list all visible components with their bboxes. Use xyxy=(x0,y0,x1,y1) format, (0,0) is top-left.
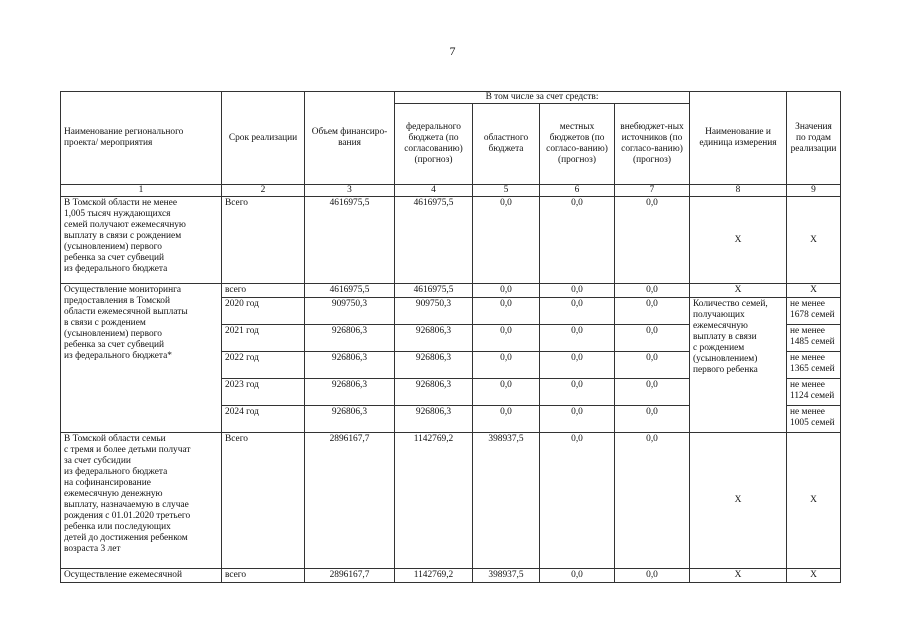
extra-cell: 0,0 xyxy=(615,284,690,298)
volume-cell: 926806,3 xyxy=(305,379,395,406)
volume-cell: 2896167,7 xyxy=(305,569,395,583)
values-cell: не менее 1365 семей xyxy=(787,352,841,379)
values-cell: не менее 1124 семей xyxy=(787,379,841,406)
values-cell: Х xyxy=(787,284,841,298)
local-cell: 0,0 xyxy=(540,284,615,298)
term-cell: 2020 год xyxy=(222,298,305,325)
extra-cell: 0,0 xyxy=(615,569,690,583)
federal-cell: 4616975,5 xyxy=(395,284,473,298)
header-term: Срок реализации xyxy=(222,92,305,185)
column-number: 6 xyxy=(540,185,615,197)
federal-cell: 909750,3 xyxy=(395,298,473,325)
regional-cell: 398937,5 xyxy=(473,433,540,569)
term-cell: Всего xyxy=(222,197,305,284)
header-extra: внебюджет-ных источников (по согласо-ванию) (прогноз) xyxy=(615,104,690,185)
term-cell: 2021 год xyxy=(222,325,305,352)
local-cell: 0,0 xyxy=(540,406,615,433)
header-federal: федерального бюджета (по согласованию) (прогноз) xyxy=(395,104,473,185)
federal-cell: 4616975,5 xyxy=(395,197,473,284)
column-number: 8 xyxy=(690,185,787,197)
column-number: 5 xyxy=(473,185,540,197)
table-row xyxy=(61,569,841,583)
extra-cell: 0,0 xyxy=(615,406,690,433)
federal-cell: 926806,3 xyxy=(395,406,473,433)
extra-cell: 0,0 xyxy=(615,352,690,379)
column-number: 4 xyxy=(395,185,473,197)
volume-cell: 926806,3 xyxy=(305,325,395,352)
column-number: 7 xyxy=(615,185,690,197)
term-cell: всего xyxy=(222,569,305,583)
project-name: Осуществление ежемесячной xyxy=(61,569,222,583)
local-cell: 0,0 xyxy=(540,569,615,583)
indicator-cell: Х xyxy=(690,284,787,298)
values-cell: не менее 1005 семей xyxy=(787,406,841,433)
project-name: В Томской области семьи с тремя и более детьми получат за счет субсидии из федерального бюджета на софинансирование ежемесячную денежную выплату, назначаемую в случае рождения с 01.01.2020 третьего ребенка или последующих детей до достижения ребенком возраста 3 лет xyxy=(61,433,222,569)
budget-table xyxy=(60,91,840,583)
header-funds-group: В том числе за счет средств: xyxy=(395,92,690,104)
extra-cell: 0,0 xyxy=(615,379,690,406)
table-row xyxy=(61,433,841,569)
header-row-1 xyxy=(61,92,841,104)
project-name: В Томской области не менее 1,005 тысяч нуждающихся семей получают ежемесячную выплату в связи с рождением (усыновлением) первого ребенка за счет субвеций из федерального бюджета xyxy=(61,197,222,284)
values-cell: не менее 1678 семей xyxy=(787,298,841,325)
term-cell: Всего xyxy=(222,433,305,569)
indicator-cell: Х xyxy=(690,433,787,569)
indicator-cell: Х xyxy=(690,197,787,284)
header-name: Наименование регионального проекта/ мероприятия xyxy=(61,92,222,185)
volume-cell: 926806,3 xyxy=(305,406,395,433)
local-cell: 0,0 xyxy=(540,197,615,284)
extra-cell: 0,0 xyxy=(615,298,690,325)
header-volume: Объем финансиро-вания xyxy=(305,92,395,185)
header-local: местных бюджетов (по согласо-ванию) (прогноз) xyxy=(540,104,615,185)
values-cell: Х xyxy=(787,569,841,583)
indicator-cell: Количество семей, получающих ежемесячную выплату в связи с рождением (усыновлением) первого ребенка xyxy=(690,298,787,433)
values-cell: не менее 1485 семей xyxy=(787,325,841,352)
federal-cell: 926806,3 xyxy=(395,325,473,352)
regional-cell: 0,0 xyxy=(473,197,540,284)
regional-cell: 398937,5 xyxy=(473,569,540,583)
header-regional: областного бюджета xyxy=(473,104,540,185)
volume-cell: 4616975,5 xyxy=(305,197,395,284)
federal-cell: 1142769,2 xyxy=(395,569,473,583)
regional-cell: 0,0 xyxy=(473,379,540,406)
volume-cell: 4616975,5 xyxy=(305,284,395,298)
regional-cell: 0,0 xyxy=(473,298,540,325)
volume-cell: 926806,3 xyxy=(305,352,395,379)
header-values: Значения по годам реализации xyxy=(787,92,841,185)
volume-cell: 2896167,7 xyxy=(305,433,395,569)
column-number: 1 xyxy=(61,185,222,197)
regional-cell: 0,0 xyxy=(473,352,540,379)
page-number: 7 xyxy=(449,44,456,58)
regional-cell: 0,0 xyxy=(473,284,540,298)
local-cell: 0,0 xyxy=(540,379,615,406)
extra-cell: 0,0 xyxy=(615,433,690,569)
term-cell: 2022 год xyxy=(222,352,305,379)
federal-cell: 926806,3 xyxy=(395,379,473,406)
table-row xyxy=(61,197,841,284)
volume-cell: 909750,3 xyxy=(305,298,395,325)
term-cell: 2023 год xyxy=(222,379,305,406)
values-cell: Х xyxy=(787,433,841,569)
column-number: 3 xyxy=(305,185,395,197)
extra-cell: 0,0 xyxy=(615,325,690,352)
project-name: Осуществление мониторинга предоставления в Томской области ежемесячной выплаты в связи с рождением (усыновлением) первого ребенка за счет субвеций из федерального бюджета* xyxy=(61,284,222,433)
column-number: 2 xyxy=(222,185,305,197)
extra-cell: 0,0 xyxy=(615,197,690,284)
table-row xyxy=(61,284,841,298)
local-cell: 0,0 xyxy=(540,325,615,352)
regional-cell: 0,0 xyxy=(473,406,540,433)
local-cell: 0,0 xyxy=(540,352,615,379)
local-cell: 0,0 xyxy=(540,298,615,325)
regional-cell: 0,0 xyxy=(473,325,540,352)
federal-cell: 1142769,2 xyxy=(395,433,473,569)
federal-cell: 926806,3 xyxy=(395,352,473,379)
header-indicator: Наименование и единица измерения xyxy=(690,92,787,185)
column-numbers-row xyxy=(61,185,841,197)
column-number: 9 xyxy=(787,185,841,197)
values-cell: Х xyxy=(787,197,841,284)
term-cell: всего xyxy=(222,284,305,298)
indicator-cell: Х xyxy=(690,569,787,583)
term-cell: 2024 год xyxy=(222,406,305,433)
local-cell: 0,0 xyxy=(540,433,615,569)
